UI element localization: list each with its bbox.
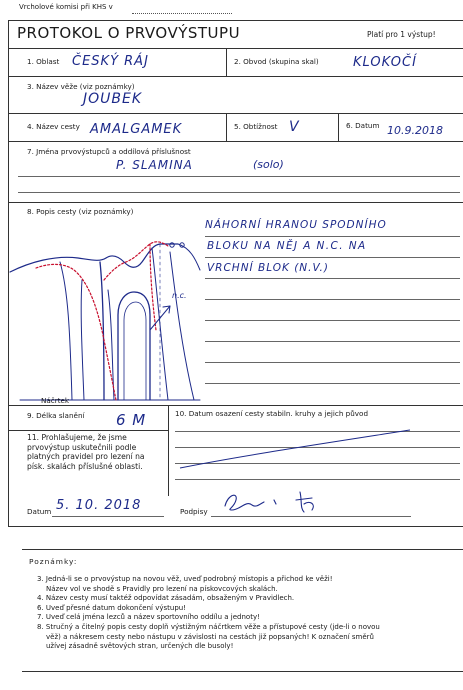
note-item: 8. Stručný a čitelný popis cesty doplň výstižným náčrtkem věže a přístupové cesty (jde-li o novou — [37, 622, 380, 631]
notes-bottom-border — [22, 671, 463, 672]
field-4-label: 4. Název cesty — [27, 122, 80, 131]
field-3-value: JOUBEK — [83, 91, 143, 107]
field-6-label: 6. Datum — [346, 121, 380, 130]
notes-top-border — [22, 549, 463, 550]
note-item: Název vol ve shodě s Pravidly pro lezení na pískovcových skalách. — [46, 584, 278, 593]
note-item: 3. Jedná-li se o prvovýstup na novou věž, uveď podrobný místopis a přichod ke věži! — [37, 575, 333, 583]
signature-label: Podpisy — [180, 507, 208, 516]
note-item: 7. Uveď celá jména lezců a název sportovního oddílu a jednoty! — [37, 613, 260, 622]
note-item: věž) a nákresem cesty nebo nástupu v závislosti na cestách již popsaných! K označení směrů — [46, 632, 374, 641]
field-3-label: 3. Název věže (viz poznámky) — [27, 82, 135, 91]
sketch-annotation: n.c. — [172, 291, 187, 300]
page-title: PROTOKOL O PRVOVÝSTUPU — [17, 24, 241, 42]
notes-heading: Poznámky: — [29, 557, 78, 566]
valid-note: Platí pro 1 výstup! — [367, 30, 436, 39]
commission-label: Vrcholové komisi při KHS v — [19, 3, 113, 11]
route-desc-line-1: NÁHORNÍ HRANOU SPODNÍHO — [205, 219, 387, 231]
field-9-label: 9. Délka slanění — [27, 411, 85, 420]
field-2-label: 2. Obvod (skupina skal) — [234, 57, 319, 66]
field-1-value: ČESKÝ RÁJ — [72, 54, 149, 69]
field-7-solo: (solo) — [253, 158, 284, 171]
field-10-label: 10. Datum osazení cesty stabiln. kruhy a jejich původ — [175, 409, 369, 418]
field-11-declaration: 11. Prohlašujeme, že jsme prvovýstup uskutečnili podle platných pravidel pro lezení na písk. skalách příslušné oblasti. — [27, 433, 145, 471]
field-2-value: KLOKOČÍ — [353, 55, 417, 70]
field-1-label: 1. Oblast — [27, 57, 60, 66]
field-7-label: 7. Jména prvovýstupců a oddílová příslušnost — [27, 147, 191, 156]
field-6-value: 10.9.2018 — [387, 124, 443, 137]
field-8-label: 8. Popis cesty (viz poznámky) — [27, 207, 134, 216]
field-9-value: 6 M — [116, 411, 147, 429]
note-item: 4. Název cesty musí taktéž odpovídat zásadám, obsaženým v Pravidlech. — [37, 594, 295, 603]
notes-list — [37, 575, 380, 652]
route-desc-line-2: BLOKU NA NĚJ A N.C. NA — [207, 240, 367, 252]
sketch-label: Náčrtek — [41, 396, 70, 405]
form-bottom-border — [8, 526, 463, 527]
field-4-value: AMALGAMEK — [90, 122, 183, 137]
date-value: 5. 10. 2018 — [56, 498, 142, 513]
note-item: užívej zásadně světových stran, určených dle busoly! — [46, 642, 234, 651]
field-5-label: 5. Obtížnost — [234, 122, 278, 131]
field-7-value: P. SLAMINA — [116, 158, 193, 172]
date-label: Datum — [27, 507, 52, 516]
left-border — [8, 20, 9, 526]
route-desc-line-3: VRCHNÍ BLOK (N.V.) — [207, 262, 329, 274]
note-item: 6. Uveď přesné datum dokončení výstupu! — [37, 603, 187, 612]
field-5-value: V — [289, 119, 300, 135]
